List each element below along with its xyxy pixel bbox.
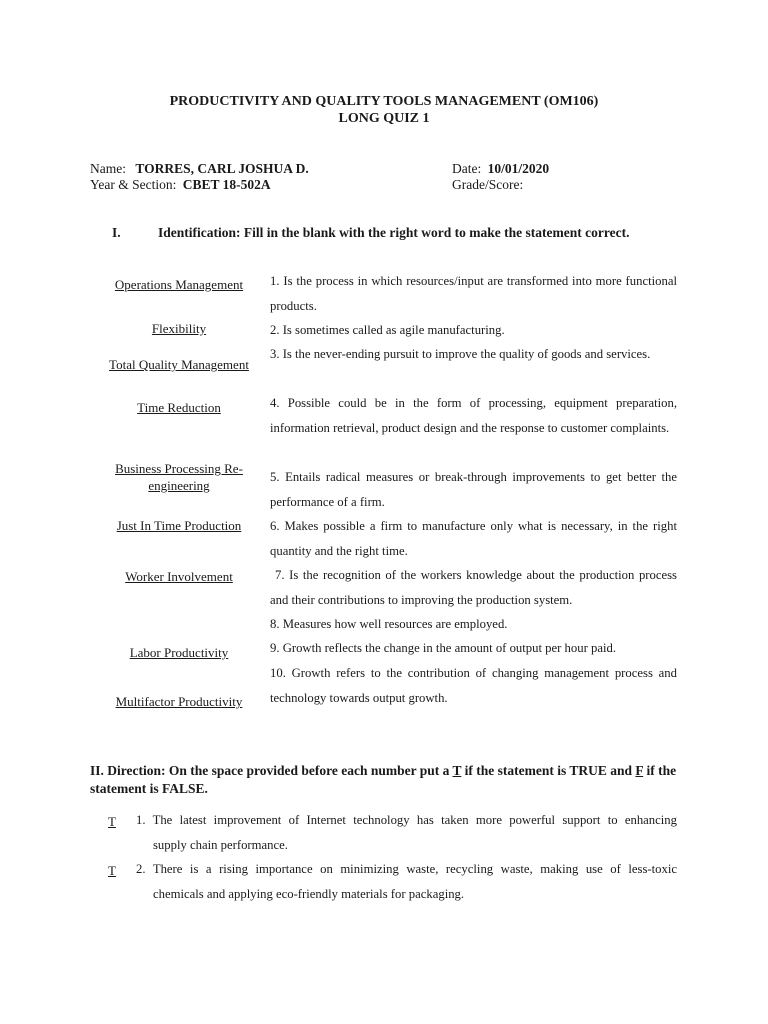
answer-4: Time Reduction bbox=[137, 400, 221, 415]
tf-statement-1 bbox=[136, 808, 677, 857]
statement-10: 10. Growth refers to the contribution of changing management process and technology towards output growth. bbox=[270, 666, 677, 705]
date-value: 10/01/2020 bbox=[487, 161, 550, 176]
section1-heading-text: Identification: Fill in the blank with the right word to make the statement correct. bbox=[158, 225, 630, 240]
statement-1: 1. Is the process in which resources/input are transformed into more functional products. bbox=[270, 274, 677, 313]
tf-statement-2-line1: 2. There is a rising importance on minimizing waste, recycling waste, making use of less-toxic bbox=[136, 862, 677, 876]
date-row bbox=[452, 160, 549, 177]
statement-8: 8. Measures how well resources are employed. bbox=[270, 617, 508, 631]
tf-answer-2: T bbox=[108, 863, 116, 878]
answer-6: Just In Time Production bbox=[116, 518, 242, 533]
statement-6: 6. Makes possible a firm to manufacture only what is necessary, in the right quantity and the right time. bbox=[270, 519, 677, 558]
section2-heading-part1: II. Direction: On the space provided before each number put a bbox=[90, 763, 453, 778]
statement-5: 5. Entails radical measures or break-through improvements to get better the performance of a firm. bbox=[270, 470, 677, 509]
true-marker: T bbox=[452, 763, 462, 778]
section1-number: I. bbox=[112, 225, 121, 240]
tf-answer-1: T bbox=[108, 814, 116, 829]
answer-1: Operations Management bbox=[114, 277, 244, 292]
tf-statement-1-line1: 1. The latest improvement of Internet technology has taken more powerful support to enhancing bbox=[136, 813, 677, 827]
name-row bbox=[90, 160, 309, 177]
tf-statement-1-line2: supply chain performance. bbox=[153, 837, 288, 852]
quiz-title: LONG QUIZ 1 bbox=[338, 111, 430, 126]
answer-3: Total Quality Management bbox=[109, 357, 249, 372]
date-label: Date: bbox=[452, 161, 482, 176]
grade-row bbox=[452, 176, 523, 193]
section1-heading bbox=[112, 224, 629, 242]
answer-2: Flexibility bbox=[151, 321, 207, 336]
section2-heading-part3: if the statement is FALSE. bbox=[90, 763, 677, 796]
statement-7: 7. Is the recognition of the workers knowledge about the production process and their contributions to improving the production system. bbox=[270, 568, 677, 607]
statement-4: 4. Possible could be in the form of processing, equipment preparation, information retrieval, product design and the response to customer complaints. bbox=[270, 396, 677, 435]
statement-2: 2. Is sometimes called as agile manufacturing. bbox=[270, 323, 505, 337]
section-label: Year & Section: bbox=[90, 177, 177, 192]
statement-3: 3. Is the never-ending pursuit to improve the quality of goods and services. bbox=[270, 347, 651, 361]
course-title: PRODUCTIVITY AND QUALITY TOOLS MANAGEMENT (OM106) bbox=[169, 94, 599, 109]
section-row bbox=[90, 176, 271, 193]
false-marker: F bbox=[635, 763, 644, 778]
tf-statement-2-line2: chemicals and applying eco-friendly materials for packaging. bbox=[153, 886, 465, 901]
section2-heading-part2: if the statement is TRUE and bbox=[461, 763, 636, 778]
answer-7: Worker Involvement bbox=[125, 569, 233, 584]
name-label: Name: bbox=[90, 161, 126, 176]
answer-5: Business Processing Re-engineering bbox=[115, 461, 243, 493]
grade-label: Grade/Score: bbox=[452, 177, 524, 192]
section-value: CBET 18-502A bbox=[182, 177, 271, 192]
answer-9: Multifactor Productivity bbox=[115, 694, 243, 709]
answer-8: Labor Productivity bbox=[129, 645, 229, 660]
section2-heading bbox=[90, 762, 690, 798]
statement-9: 9. Growth reflects the change in the amount of output per hour paid. bbox=[270, 641, 616, 655]
tf-statement-2 bbox=[136, 857, 677, 906]
name-value: TORRES, CARL JOSHUA D. bbox=[135, 161, 309, 176]
